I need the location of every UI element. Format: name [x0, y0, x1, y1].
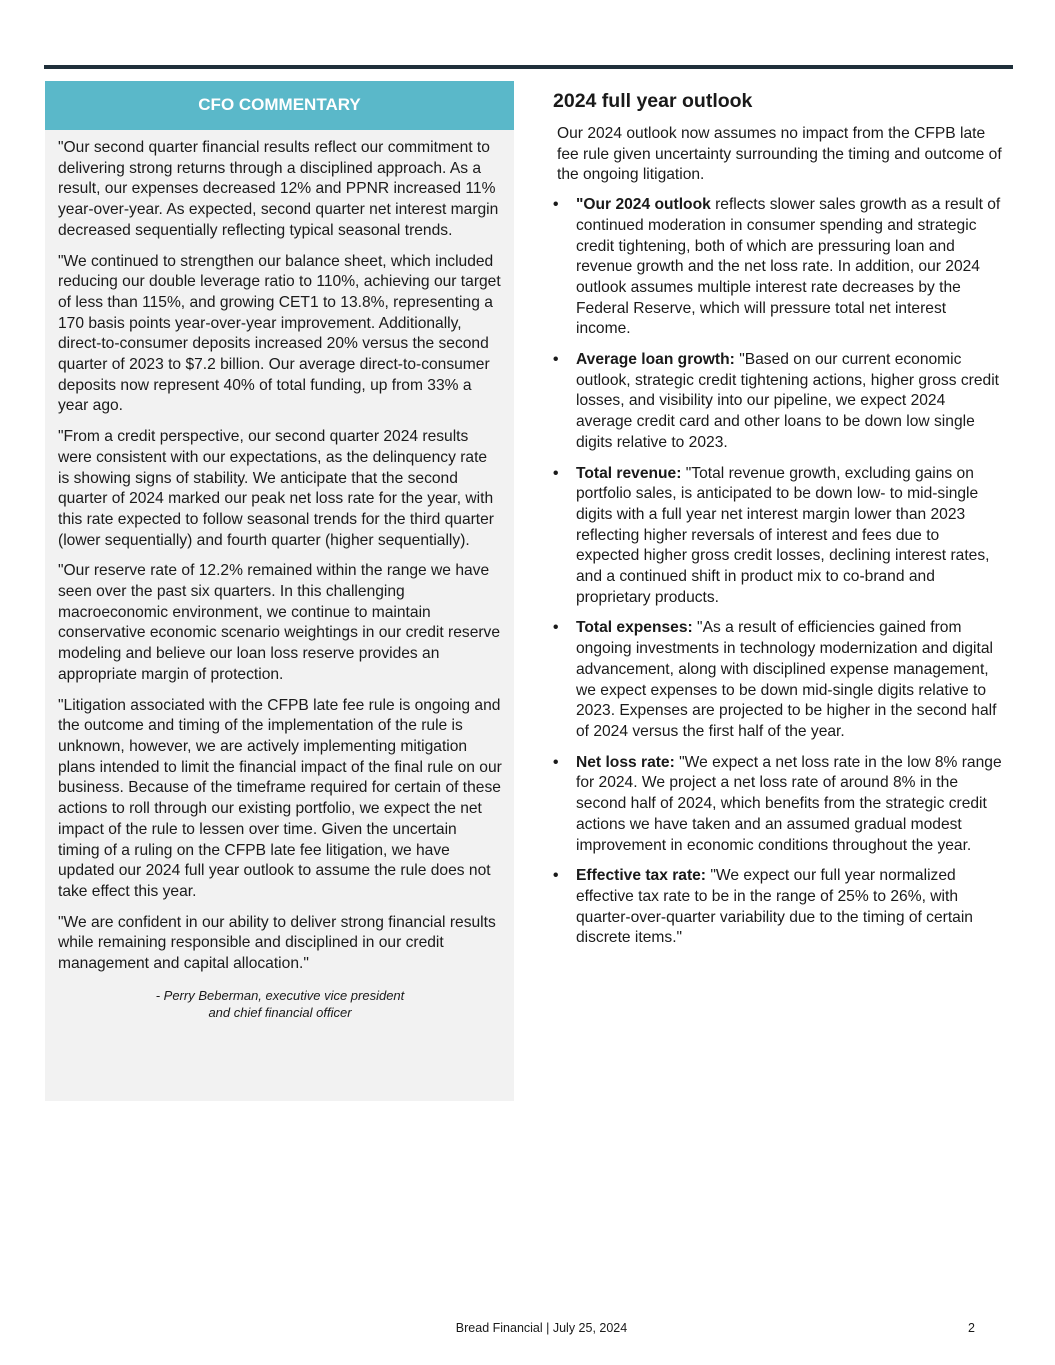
outlook-item-lead: "Our 2024 outlook [576, 196, 711, 214]
outlook-item [553, 350, 1003, 454]
outlook-item [553, 464, 1003, 609]
commentary-paragraph: "Our second quarter financial results reflect our commitment to delivering strong returns through a disciplined approach. As a result, our expenses decreased 12% and PPNR increased 11% year-over-year. As expected, second quarter net interest margin decreased sequentially reflecting typical seasonal trends. [58, 139, 499, 239]
commentary-paragraph: "We continued to strengthen our balance sheet, which included reducing our double leverage ratio to 110%, achieving our target of less than 115%, and growing CET1 to 13.8%, representing a 170 basis points year-over-year improvement. Additionally, direct-to-consumer deposits increased 20% versus the second quarter of 2023 to $7.2 billion. Our average direct-to-consumer deposits now represent 40% of total funding, up from 33% a year ago. [58, 252, 501, 415]
outlook-title: 2024 full year outlook [553, 90, 753, 112]
cfo-commentary-panel [45, 81, 514, 1101]
bullet-icon: • [553, 196, 559, 214]
bullet-icon: • [553, 351, 559, 369]
outlook-item-text: "We expect our full year normalized effective tax rate to be in the range of 25% to 26%, with quarter-over-quarter variability due to the timing of certain discrete items." [576, 867, 973, 947]
footer-text: Bread Financial | July 25, 2024 [455, 1321, 628, 1335]
page-number: 2 [968, 1321, 975, 1335]
outlook-item-text: "We expect a net loss rate in the low 8% range for 2024. We project a net loss rate of around 8% in the second half of 2024, which benefits from the strategic credit actions we have taken and an assumed gradual modest improvement in economic conditions throughout the year. [576, 753, 1002, 854]
outlook-item [553, 753, 1003, 857]
outlook-intro: Our 2024 outlook now assumes no impact from the CFPB late fee rule given uncertainty surrounding the timing and outcome of the ongoing litigation. [557, 125, 1002, 184]
bullet-icon: • [553, 619, 559, 637]
outlook-item-text: "Total revenue growth, excluding gains on portfolio sales, is anticipated to be down low- to mid-single digits with a full year net interest margin lower than 2023 reflecting higher reversals of interest and fees due to expected higher gross credit losses, declining interest rates, and a continued shift in product mix to co-brand and proprietary products. [576, 464, 990, 606]
outlook-item-text: "As a result of efficiencies gained from ongoing investments in technology modernization and digital advancement, along with disciplined expense management, we expect expenses to be down mid-single digits relative to 2023. Expenses are projected to be higher in the second half of 2024 versus the first half of the year. [576, 619, 997, 740]
bullet-icon: • [553, 464, 559, 482]
bullet-icon: • [553, 867, 559, 885]
outlook-item-lead: Total revenue: [576, 464, 682, 482]
commentary-paragraph: "Litigation associated with the CFPB late fee rule is ongoing and the outcome and timing of the implementation of the rule is unknown, however, we are actively implementing mitigation plans intended to limit the financial impact of the final rule on our business. Because of the timeframe required for certain of these actions to roll through our existing portfolio, we expect the net impact of the rule to lessen over time. Given the uncertain timing of a ruling on the CFPB late fee litigation, we have updated our 2024 full year outlook to assume the rule does not take effect this year. [58, 696, 502, 900]
outlook-item-text: reflects slower sales growth as a result of continued moderation in consumer spending and strategic credit tightening, both of which are pressuring loan and revenue growth and the net loss rate. In addition, our 2024 outlook assumes multiple interest rate decreases by the Federal Reserve, which will pressure total net interest income. [576, 196, 1001, 338]
commentary-paragraph: "From a credit perspective, our second quarter 2024 results were consistent with our expectations, as the delinquency rate is showing signs of stability. We anticipate that the second quarter of 2024 marked our peak net loss rate for the year, with this rate expected to follow seasonal trends for the third quarter (lower sequentially) and fourth quarter (higher sequentially). [58, 428, 495, 549]
outlook-list [553, 195, 1003, 949]
bullet-icon: • [553, 753, 559, 771]
signature-line-1: - Perry Beberman, executive vice president [155, 987, 405, 1003]
top-divider [44, 65, 1013, 69]
commentary-paragraph: "We are confident in our ability to deliver strong financial results while remaining responsible and disciplined in our credit management and capital allocation." [58, 913, 496, 973]
commentary-paragraph: "Our reserve rate of 12.2% remained within the range we have seen over the past six quarters. In this challenging macroeconomic environment, we continue to maintain conservative economic scenario weightings in our credit reserve modeling and believe our loan loss reserve provides an appropriate margin of protection. [58, 562, 501, 683]
outlook-item-text: "Based on our current economic outlook, strategic credit tightening actions, higher gross credit losses, and visibility into our pipeline, we expect 2024 average credit card and other loans to be down low single digits relative to 2023. [576, 351, 999, 451]
signature-line-2: and chief financial officer [208, 1004, 352, 1020]
outlook-section [553, 88, 1003, 959]
commentary-signature [58, 987, 502, 1021]
outlook-item [553, 866, 1003, 949]
cfo-commentary-body [45, 130, 514, 1021]
cfo-commentary-header: CFO COMMENTARY [45, 81, 514, 130]
outlook-item-lead: Average loan growth: [576, 351, 735, 369]
outlook-item [553, 618, 1003, 742]
outlook-item [553, 195, 1003, 340]
outlook-item-lead: Total expenses: [576, 619, 693, 637]
outlook-item-lead: Net loss rate: [576, 753, 675, 771]
outlook-item-lead: Effective tax rate: [576, 867, 707, 885]
